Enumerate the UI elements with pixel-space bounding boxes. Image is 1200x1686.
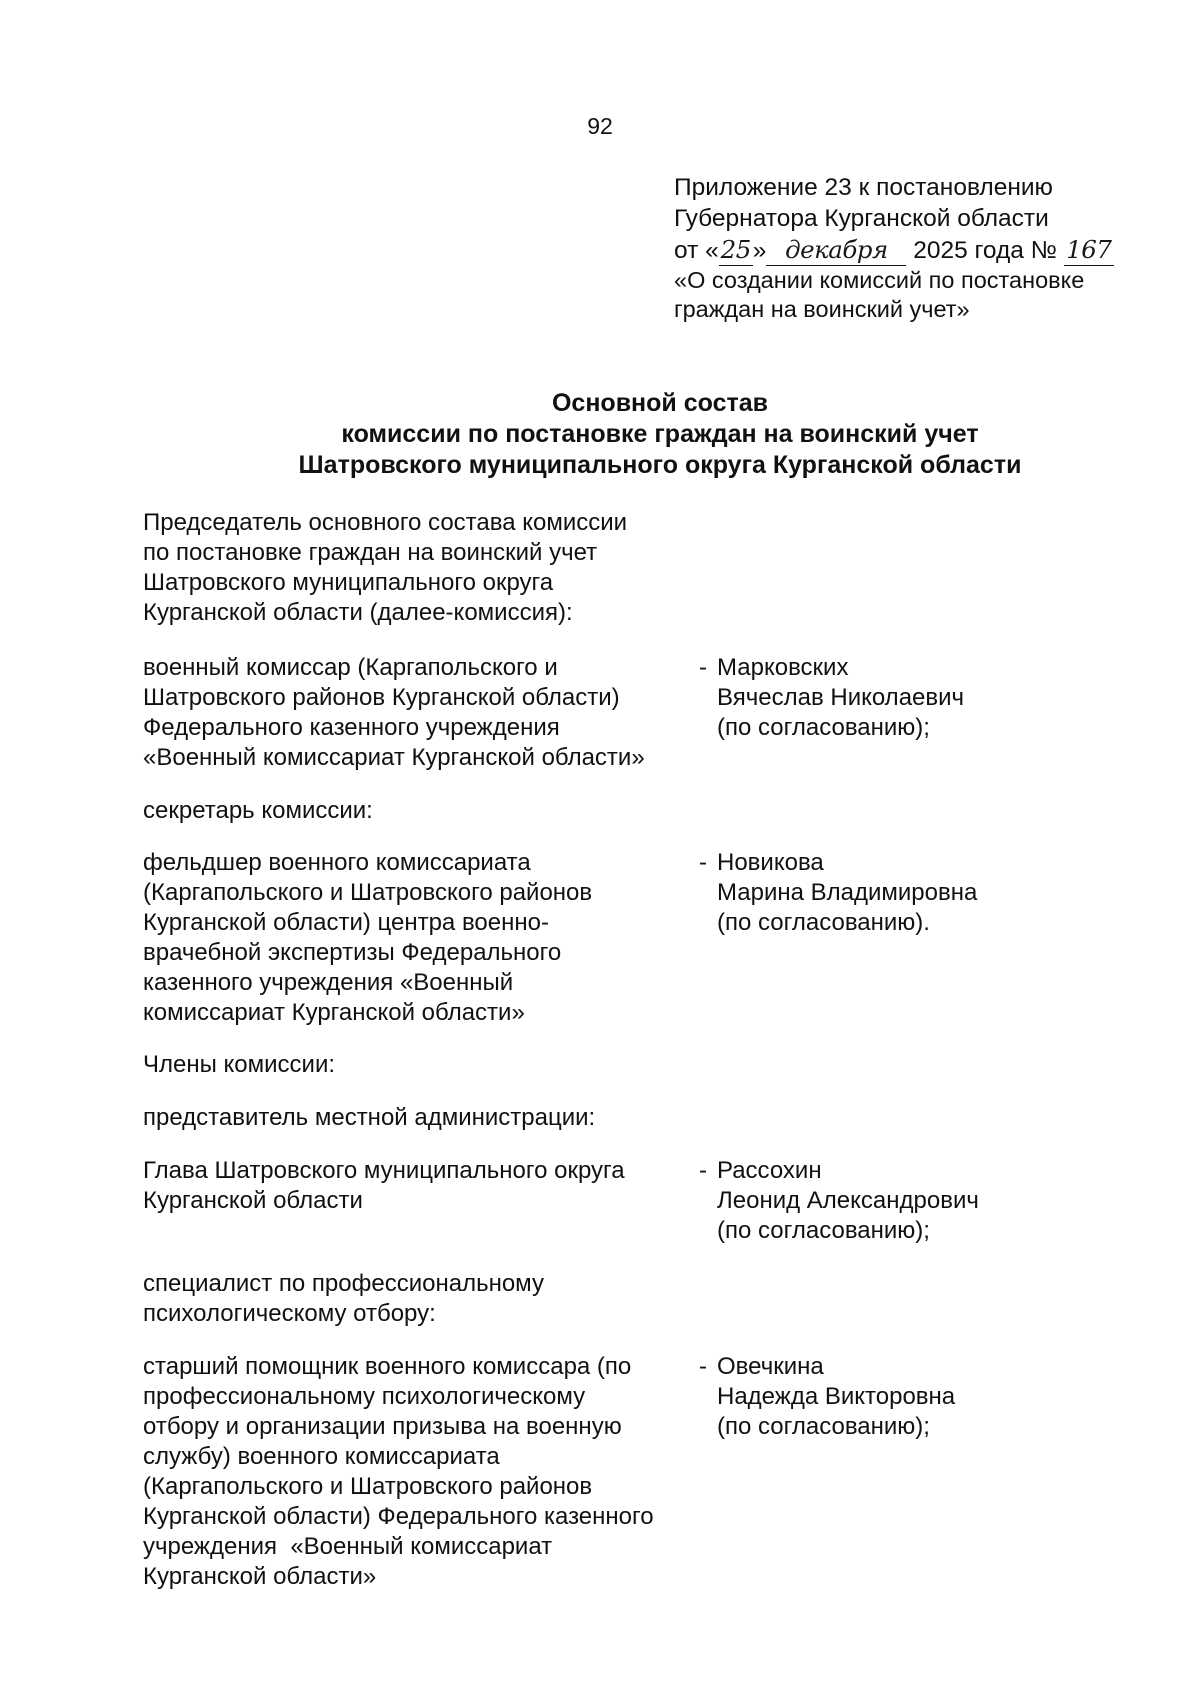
admin-name [699,1156,1037,1246]
position-line: «Военный комиссариат Курганской области» [143,744,645,771]
chairman-heading-line: Шатровского муниципального округа [143,569,554,596]
position-line: (Каргапольского и Шатровского районов [143,879,593,906]
secretary-entry [143,848,1143,1028]
members-heading: Члены комиссии: [143,1051,336,1078]
given-names: Надежда Викторовна [717,1383,956,1410]
position-line: Курганской области [143,1187,363,1214]
position-line: старший помощник военного комиссара (по [143,1353,632,1380]
secretary-position [143,848,699,1028]
position-line: отбору и организации призыва на военную [143,1413,622,1440]
date-mid: » [752,237,767,264]
position-line: врачебной экспертизы Федерального [143,939,562,966]
position-line: Шатровского районов Курганской области) [143,684,620,711]
chairman-position [143,653,699,773]
admin-heading: представитель местной администрации: [143,1104,596,1131]
chairman-entry [143,653,1143,773]
secretary-heading: секретарь комиссии: [143,797,373,824]
agreement-note: (по согласованию); [717,714,930,741]
agreement-note: (по согласованию); [717,1217,930,1244]
handwritten-doc-number: 167 [1064,234,1114,266]
dash: - [699,1353,707,1380]
appendix-note-line-2: граждан на воинский учет» [674,296,970,322]
title-line-1: Основной состав [551,389,769,417]
date-year: 2025 года № [913,237,1058,264]
position-line: казенного учреждения «Военный [143,969,514,996]
appendix-header [674,172,1134,324]
psych-position [143,1352,699,1592]
document-title [0,388,1200,481]
position-line: Федерального казенного учреждения [143,714,560,741]
given-names: Марина Владимировна [717,879,978,906]
title-line-3: Шатровского муниципального округа Курганской области [298,451,1022,479]
given-names: Леонид Александрович [717,1187,979,1214]
chairman-heading-line: по постановке граждан на воинский учет [143,539,598,566]
handwritten-day: 25 [720,235,751,264]
psych-heading-line: специалист по профессиональному [143,1270,544,1297]
date-prefix: от « [674,237,719,264]
position-line: Глава Шатровского муниципального округа [143,1157,625,1184]
appendix-line-1: Приложение 23 к постановлению [674,174,1053,201]
psych-entry [143,1352,1143,1592]
surname: Овечкина [717,1353,824,1380]
secretary-name [699,848,1037,1028]
dash: - [699,654,707,681]
position-line: комиссариат Курганской области» [143,999,525,1026]
chairman-name [699,653,1037,773]
page-number: 92 [587,113,613,139]
psych-name [699,1352,1037,1592]
surname: Марковских [717,654,849,681]
handwritten-month: декабря [766,234,906,266]
psych-heading-line: психологическому отбору: [143,1300,436,1327]
agreement-note: (по согласованию); [717,1413,930,1440]
admin-entry [143,1156,1143,1246]
position-line: Курганской области) Федерального казенного [143,1503,654,1530]
position-line: профессиональному психологическому [143,1383,586,1410]
position-line: службу) военного комиссариата [143,1443,500,1470]
psych-heading [143,1269,1143,1329]
chairman-heading-line: Председатель основного состава комиссии [143,509,628,536]
position-line: Курганской области) центра военно- [143,909,549,936]
admin-position [143,1156,699,1246]
position-line: учреждения «Военный комиссариат [143,1533,553,1560]
position-line: Курганской области» [143,1563,377,1590]
appendix-note-line-1: «О создании комиссий по постановке [674,267,1085,293]
appendix-line-2: Губернатора Курганской области [674,205,1049,232]
chairman-heading-line: Курганской области (далее-комиссия): [143,599,573,626]
surname: Новикова [717,849,824,876]
title-line-2: комиссии по постановке граждан на воинский учет [341,420,979,448]
agreement-note: (по согласованию). [717,909,930,936]
appendix-date-line [674,234,1134,266]
position-line: фельдшер военного комиссариата [143,849,531,876]
dash: - [699,849,707,876]
surname: Рассохин [717,1157,822,1184]
commission-roster [143,508,1143,1592]
position-line: (Каргапольского и Шатровского районов [143,1473,593,1500]
given-names: Вячеслав Николаевич [717,684,965,711]
dash: - [699,1157,707,1184]
chairman-heading [143,508,1143,628]
position-line: военный комиссар (Каргапольского и [143,654,558,681]
